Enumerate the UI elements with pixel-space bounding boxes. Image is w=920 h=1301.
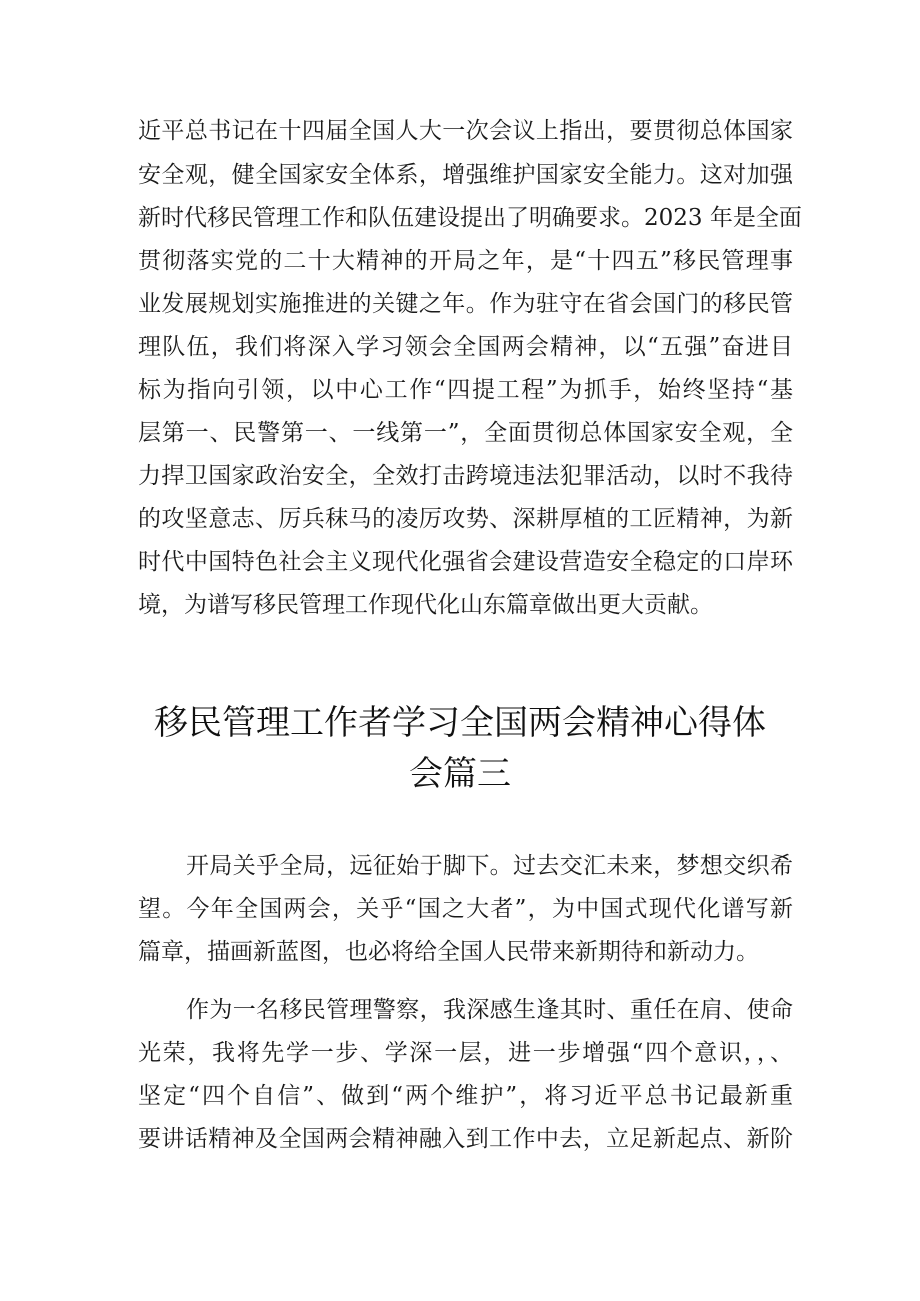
body-line: 业发展规划实施推进的关键之年。作为驻守在省会国门的移民管 [138,291,793,317]
body-line: 望。今年全国两会，关乎“国之大者”，为中国式现代化谱写新 [138,896,793,922]
body-line: 力捍卫国家政治安全，全效打击跨境违法犯罪活动，以时不我待 [138,463,793,489]
body-line: 理队伍，我们将深入学习领会全国两会精神，以“五强”奋进目 [138,334,793,360]
body-line: 作为一名移民管理警察，我深感生逢其时、重任在肩、使命 [186,997,793,1023]
body-line: 的攻坚意志、厉兵秣马的凌厉攻势、深耕厚植的工匠精神，为新 [138,506,793,532]
body-line: 安全观，健全国家安全体系，增强维护国家安全能力。这对加强 [138,162,793,188]
body-line: 标为指向引领，以中心工作“四提工程”为抓手，始终坚持“基 [138,377,793,403]
body-line: 时代中国特色社会主义现代化强省会建设营造安全稳定的口岸环 [138,549,793,575]
body-line: 坚定“四个自信”、做到“两个维护”，将习近平总书记最新重 [138,1083,793,1109]
section-heading-line-1: 移民管理工作者学习全国两会精神心得体 [154,703,766,743]
body-line: 要讲话精神及全国两会精神融入到工作中去，立足新起点、新阶 [138,1126,793,1152]
body-line: 篇章，描画新蓝图，也必将给全国人民带来新期待和新动力。 [138,939,759,965]
body-line: 光荣，我将先学一步、学深一层，进一步增强“四个意识，，、 [138,1040,793,1066]
body-line: 新时代移民管理工作和队伍建设提出了明确要求。2023 年是全面 [138,205,802,231]
body-line: 贯彻落实党的二十大精神的开局之年，是“十四五”移民管理事 [138,248,793,274]
body-line: 近平总书记在十四届全国人大一次会议上指出，要贯彻总体国家 [138,118,793,144]
section-heading-line-2: 会篇三 [409,754,511,794]
body-line: 开局关乎全局，远征始于脚下。过去交汇未来，梦想交织希 [186,853,793,879]
body-line: 层第一、民警第一、一线第一”，全面贯彻总体国家安全观，全 [138,420,793,446]
body-line: 境，为谱写移民管理工作现代化山东篇章做出更大贡献。 [138,592,713,618]
